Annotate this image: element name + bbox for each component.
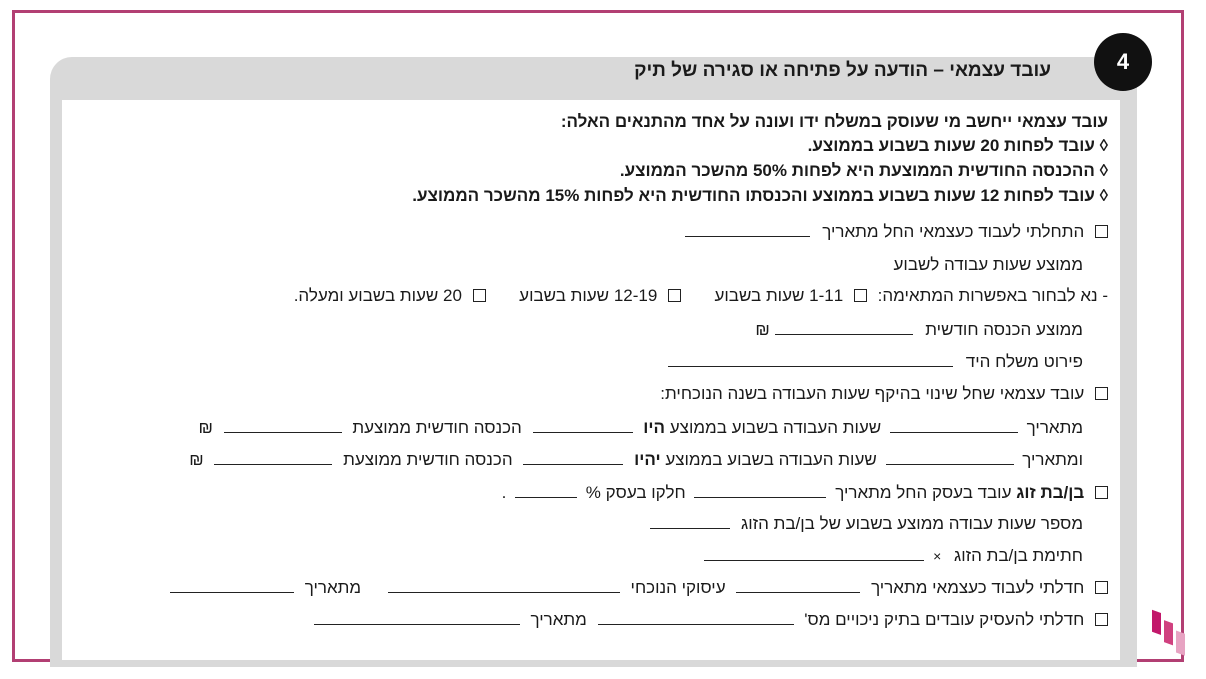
section-body xyxy=(62,100,1120,660)
change-to-date-label: ומתאריך xyxy=(1022,450,1083,469)
occupation-row xyxy=(100,352,1083,372)
spouse-share-field[interactable] xyxy=(515,483,577,498)
spouse-hours-field[interactable] xyxy=(650,514,730,529)
section-title: עובד עצמאי – הודעה על פתיחה או סגירה של תיק xyxy=(634,60,1051,81)
withholding-file-field[interactable] xyxy=(598,610,794,625)
signature-x-icon: × xyxy=(933,548,942,564)
stop-employer-row xyxy=(100,610,1108,630)
spouse-share-label: חלקו בעסק xyxy=(605,483,686,502)
option-12-19-label: 12-19 שעות בשבוע xyxy=(519,286,658,305)
spouse-label-bold: בן/בת זוג xyxy=(1016,483,1085,502)
start-work-checkbox[interactable] xyxy=(1095,225,1108,238)
avg-income-label: ממוצע הכנסה חודשית xyxy=(925,320,1083,339)
spouse-signature-row xyxy=(100,546,1083,566)
hours-verb-will-be: יהיו xyxy=(634,450,661,469)
current-occupation-field[interactable] xyxy=(388,578,620,593)
stop-employer-date-field[interactable] xyxy=(314,610,520,625)
condition-3: ◊ עובד לפחות 12 שעות בשבוע בממוצע והכנסתו החודשית היא לפחות 15% מהשכר הממוצע. xyxy=(412,186,1108,205)
start-date-field[interactable] xyxy=(685,222,810,237)
section-number-badge: 4 xyxy=(1094,33,1152,91)
option-1-11-checkbox[interactable] xyxy=(854,289,867,302)
income-label-1: הכנסה חודשית ממוצעת xyxy=(352,418,522,437)
income-will-be-field[interactable] xyxy=(214,450,332,465)
occupation-label: פירוט משלח היד xyxy=(965,352,1083,371)
definition-intro: עובד עצמאי ייחשב מי שעוסק במשלח ידו ועונה על אחד מהתנאים האלה: xyxy=(560,112,1108,131)
change-row-1 xyxy=(100,418,1083,438)
change-row xyxy=(100,384,1108,404)
condition-1: ◊ עובד לפחות 20 שעות בשבוע בממוצע. xyxy=(807,136,1108,155)
condition-2: ◊ ההכנסה החודשית הממוצעת היא לפחות 50% מהשכר הממוצע. xyxy=(619,161,1108,180)
stop-self-date-field[interactable] xyxy=(736,578,860,593)
spouse-hours-label: מספר שעות עבודה ממוצע בשבוע של בן/בת הזוג xyxy=(741,514,1083,533)
option-20-plus-checkbox[interactable] xyxy=(473,289,486,302)
percent-sign: % xyxy=(585,483,601,502)
corner-decoration xyxy=(1150,607,1190,663)
hours-label-2: שעות העבודה בשבוע בממוצע xyxy=(665,450,877,469)
option-12-19-checkbox[interactable] xyxy=(668,289,681,302)
current-occupation-label: עיסוקי הנוכחי xyxy=(630,578,726,597)
stop-self-label: חדלתי לעבוד כעצמאי מתאריך xyxy=(871,578,1085,597)
income-label-2: הכנסה חודשית ממוצעת xyxy=(343,450,513,469)
spouse-row: בן/בת זוג עובד בעסק החל מתאריך חלקו בעסק % . xyxy=(100,483,1108,503)
currency-symbol: ₪ xyxy=(189,450,204,469)
stop-employer-checkbox[interactable] xyxy=(1095,613,1108,626)
occupation-field[interactable] xyxy=(668,352,953,367)
choose-prompt: - נא לבחור באפשרות המתאימה: xyxy=(877,286,1108,305)
option-20-plus-label: 20 שעות בשבוע ומעלה. xyxy=(293,286,462,305)
avg-income-field[interactable] xyxy=(775,320,913,335)
option-1-11-label: 1-11 שעות בשבוע xyxy=(714,286,844,305)
change-row-2 xyxy=(100,450,1083,470)
avg-income-row xyxy=(100,320,1083,340)
stop-self-date-label-2: מתאריך xyxy=(304,578,362,597)
stop-employer-label: חדלתי להעסיק עובדים בתיק ניכויים מס' xyxy=(804,610,1085,629)
change-checkbox[interactable] xyxy=(1095,387,1108,400)
currency-symbol: ₪ xyxy=(198,418,213,437)
hours-will-be-field[interactable] xyxy=(523,450,623,465)
spouse-hours-row xyxy=(100,514,1083,534)
stop-self-date2-field[interactable] xyxy=(170,578,294,593)
change-from-date-label: מתאריך xyxy=(1026,418,1083,437)
spouse-label: עובד בעסק החל מתאריך xyxy=(835,483,1012,502)
avg-hours-label: ממוצע שעות עבודה לשבוע xyxy=(893,255,1083,274)
spouse-signature-label: חתימת בן/בת הזוג xyxy=(954,546,1083,565)
hours-verb-were: היו xyxy=(643,418,666,437)
stop-employer-date-label: מתאריך xyxy=(530,610,587,629)
stop-self-checkbox[interactable] xyxy=(1095,581,1108,594)
hours-label-1: שעות העבודה בשבוע בממוצע xyxy=(669,418,882,437)
change-to-date-field[interactable] xyxy=(886,450,1014,465)
spouse-signature-field[interactable] xyxy=(704,546,924,561)
hours-were-field[interactable] xyxy=(533,418,633,433)
currency-symbol: ₪ xyxy=(755,320,770,339)
change-label: עובד עצמאי שחל שינוי בהיקף שעות העבודה בשנה הנוכחית: xyxy=(660,384,1085,403)
hours-options-row xyxy=(100,286,1108,306)
start-work-row xyxy=(100,222,1108,242)
spouse-start-date-field[interactable] xyxy=(694,483,826,498)
spouse-checkbox[interactable] xyxy=(1095,486,1108,499)
stop-self-row xyxy=(100,578,1108,598)
income-were-field[interactable] xyxy=(224,418,342,433)
start-work-label: התחלתי לעבוד כעצמאי החל מתאריך xyxy=(822,222,1085,241)
change-from-date-field[interactable] xyxy=(890,418,1018,433)
